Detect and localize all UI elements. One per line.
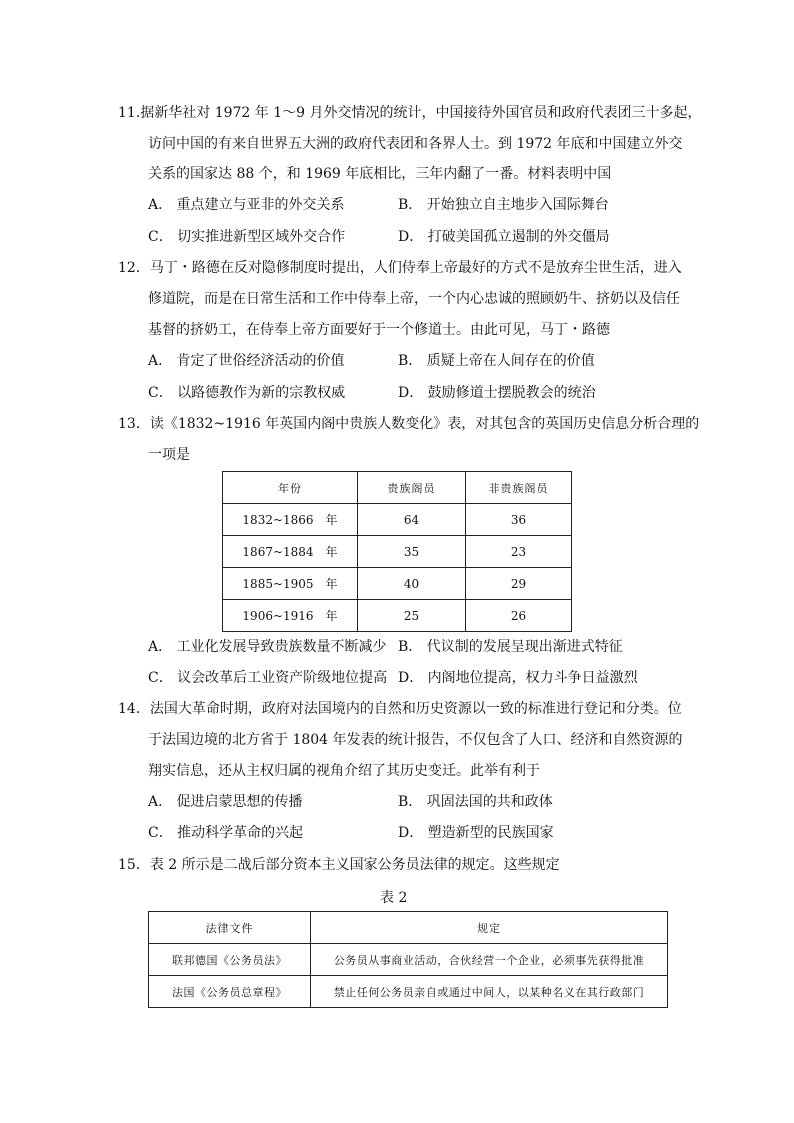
cell-noble: 40 (358, 568, 466, 600)
table-row (223, 504, 572, 536)
col-header-noble: 贵族阁员 (358, 472, 466, 504)
q12-line-3: 基督的挤奶工，在侍奉上帝方面要好于一个修道士。由此可见，马丁・路德 (148, 322, 610, 338)
table-row (223, 536, 572, 568)
q15-line-1: 15．表 2 所示是二战后部分资本主义国家公务员法律的规定。这些规定 (118, 857, 560, 873)
col-header-provision: 规定 (311, 912, 668, 944)
table-header-row (149, 912, 668, 944)
cabinet-nobility-table (222, 471, 572, 632)
cell-year: 1906~1916 年 (223, 600, 358, 632)
q13-option-c[interactable]: C． 议会改革后工业资产阶级地位提高 (148, 670, 388, 686)
q12-line-2: 修道院，而是在日常生活和工作中侍奉上帝，一个内心忠诚的照顾奶牛、挤奶以及信任 (148, 291, 680, 307)
cell-provision: 公务员从事商业活动，合伙经营一个企业，必须事先获得批准 (311, 944, 668, 976)
cell-year: 1867~1884 年 (223, 536, 358, 568)
cell-law: 联邦德国《公务员法》 (149, 944, 311, 976)
civil-servant-law-table (148, 911, 668, 1008)
cell-non-noble: 29 (466, 568, 572, 600)
q11-option-d[interactable]: D． 打破美国孤立遏制的外交僵局 (398, 229, 610, 245)
q12-option-d[interactable]: D． 鼓励修道士摆脱教会的统治 (398, 385, 596, 401)
q14-line-2: 于法国边境的北方省于 1804 年发表的统计报告，不仅包含了人口、经济和自然资源的 (148, 732, 683, 748)
cell-non-noble: 23 (466, 536, 572, 568)
table-row (149, 976, 668, 1008)
table-row (149, 944, 668, 976)
cell-noble: 35 (358, 536, 466, 568)
cell-law: 法国《公务员总章程》 (149, 976, 311, 1008)
q13-option-a[interactable]: A． 工业化发展导致贵族数量不断减少 (148, 639, 387, 655)
q12-option-a[interactable]: A． 肯定了世俗经济活动的价值 (148, 353, 345, 369)
cell-noble: 64 (358, 504, 466, 536)
cell-noble: 25 (358, 600, 466, 632)
q13-line-1: 13．读《1832~1916 年英国内阁中贵族人数变化》表，对其包含的英国历史信息分析合理的 (118, 416, 700, 432)
q13-option-d[interactable]: D． 内阁地位提高，权力斗争日益激烈 (398, 670, 638, 686)
q11-line-1: 11.据新华社对 1972 年 1～9 月外交情况的统计，中国接待外国官员和政府代表团三十多起， (118, 105, 702, 121)
col-header-law: 法律文件 (149, 912, 311, 944)
q14-option-d[interactable]: D． 塑造新型的民族国家 (398, 825, 554, 841)
q11-line-3: 关系的国家达 88 个，和 1969 年底相比，三年内翻了一番。材料表明中国 (148, 166, 612, 182)
table-row (223, 568, 572, 600)
q14-option-c[interactable]: C． 推动科学革命的兴起 (148, 825, 304, 841)
q14-line-3: 翔实信息，还从主权归属的视角介绍了其历史变迁。此举有利于 (148, 763, 540, 779)
col-header-year: 年份 (223, 472, 358, 504)
col-header-non-noble: 非贵族阁员 (466, 472, 572, 504)
q12-option-c[interactable]: C． 以路德教作为新的宗教权威 (148, 385, 346, 401)
q13-line-2: 一项是 (148, 447, 190, 463)
cell-non-noble: 36 (466, 504, 572, 536)
q11-option-b[interactable]: B． 开始独立自主地步入国际舞台 (398, 197, 609, 213)
q14-line-1: 14．法国大革命时期，政府对法国境内的自然和历史资源以一致的标准进行登记和分类。位 (118, 701, 682, 717)
table-header-row (223, 472, 572, 504)
table-row (223, 600, 572, 632)
q14-option-a[interactable]: A． 促进启蒙思想的传播 (148, 794, 303, 810)
table-caption: 表 2 (380, 890, 408, 906)
cell-provision: 禁止任何公务员亲自或通过中间人，以某种名义在其行政部门 (311, 976, 668, 1008)
q12-line-1: 12．马丁・路德在反对隐修制度时提出，人们侍奉上帝最好的方式不是放弃尘世生活，进入 (118, 260, 682, 276)
cell-year: 1885~1905 年 (223, 568, 358, 600)
cell-year: 1832~1866 年 (223, 504, 358, 536)
q12-option-b[interactable]: B． 质疑上帝在人间存在的价值 (398, 353, 595, 369)
q11-option-a[interactable]: A． 重点建立与亚非的外交关系 (148, 197, 345, 213)
q11-option-c[interactable]: C． 切实推进新型区域外交合作 (148, 229, 346, 245)
q14-option-b[interactable]: B． 巩固法国的共和政体 (398, 794, 553, 810)
q11-line-2: 访问中国的有来自世界五大洲的政府代表团和各界人士。到 1972 年底和中国建立外交 (148, 136, 683, 152)
q13-option-b[interactable]: B． 代议制的发展呈现出渐进式特征 (398, 639, 623, 655)
cell-non-noble: 26 (466, 600, 572, 632)
